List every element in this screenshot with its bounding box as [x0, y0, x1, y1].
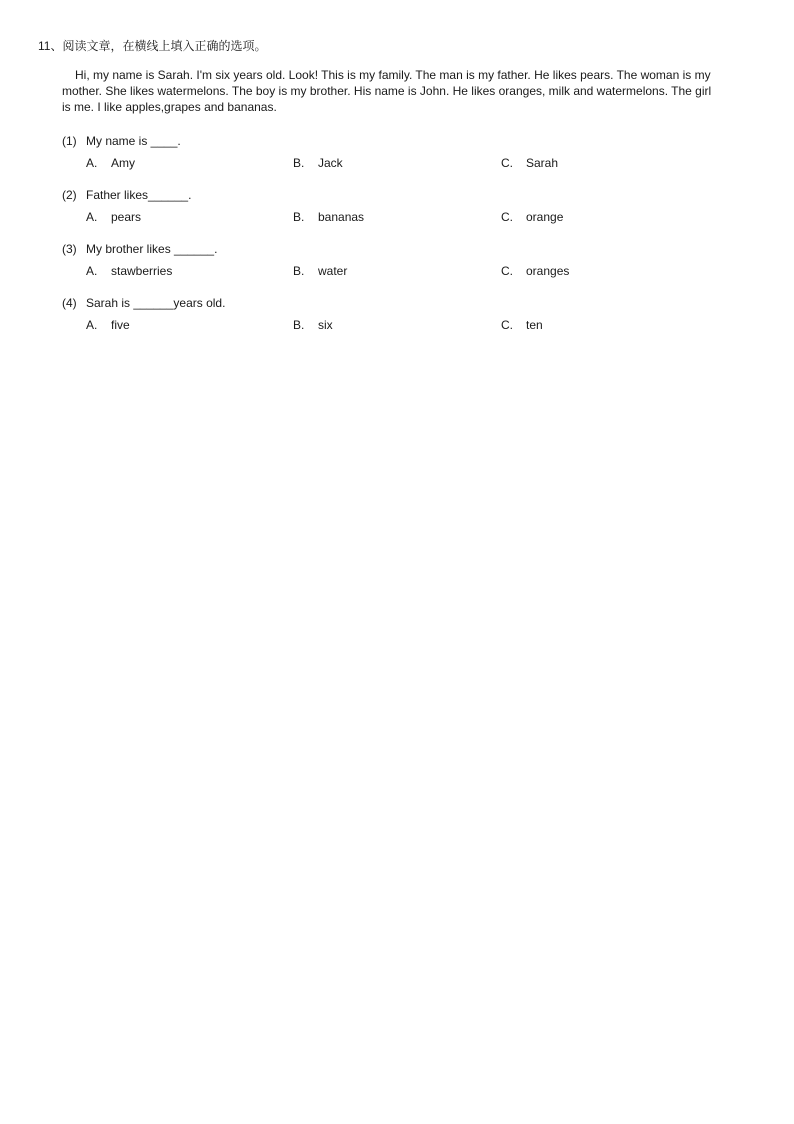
option-text: bananas	[318, 210, 365, 224]
options-row	[62, 155, 702, 171]
option-letter: C.	[501, 210, 513, 224]
option-letter: A.	[86, 318, 98, 332]
option-letter: B.	[293, 210, 305, 224]
option-c[interactable]	[501, 317, 543, 333]
question-text: Sarah is ______years old.	[86, 296, 226, 310]
option-text: orange	[526, 210, 564, 224]
question-number: (2)	[62, 188, 77, 202]
option-b[interactable]	[293, 317, 333, 333]
option-letter: B.	[293, 156, 305, 170]
option-letter: A.	[86, 264, 98, 278]
option-letter: B.	[293, 318, 305, 332]
passage-text: Hi, my name is Sarah. I'm six years old. Look! This is my family. The man is my father. He likes pears. The woman is my mother. She likes watermelons. The boy is my brother. His name is John. He likes oranges, milk and watermelons. The girl is me. I like apples,grapes and bananas.	[62, 68, 712, 114]
option-text: Sarah	[526, 156, 559, 170]
option-letter: C.	[501, 156, 513, 170]
option-text: stawberries	[111, 264, 173, 278]
option-text: Amy	[111, 156, 135, 170]
option-letter: C.	[501, 318, 513, 332]
option-text: Jack	[318, 156, 343, 170]
option-c[interactable]	[501, 155, 558, 171]
question-stem	[62, 295, 702, 311]
option-c[interactable]	[501, 263, 569, 279]
options-row	[62, 317, 702, 333]
sub-question-2	[62, 187, 702, 225]
question-number: (1)	[62, 134, 77, 148]
sub-question-1	[62, 133, 702, 171]
option-letter: B.	[293, 264, 305, 278]
option-b[interactable]	[293, 263, 347, 279]
option-letter: C.	[501, 264, 513, 278]
option-a[interactable]	[86, 209, 141, 225]
option-b[interactable]	[293, 209, 364, 225]
question-text: My brother likes ______.	[86, 242, 218, 256]
reading-passage	[62, 67, 722, 115]
option-text: water	[318, 264, 348, 278]
question-text: Father likes______.	[86, 188, 192, 202]
question-stem	[62, 241, 702, 257]
option-text: six	[318, 318, 333, 332]
options-row	[62, 209, 702, 225]
option-text: pears	[111, 210, 142, 224]
option-a[interactable]	[86, 155, 135, 171]
option-letter: A.	[86, 210, 98, 224]
option-text: five	[111, 318, 130, 332]
question-number: (4)	[62, 296, 77, 310]
option-letter: A.	[86, 156, 98, 170]
option-a[interactable]	[86, 317, 130, 333]
option-b[interactable]	[293, 155, 343, 171]
sub-question-3	[62, 241, 702, 279]
option-a[interactable]	[86, 263, 172, 279]
question-header: 11、阅读文章，在横线上填入正确的选项。	[38, 39, 267, 53]
question-number: (3)	[62, 242, 77, 256]
option-c[interactable]	[501, 209, 563, 225]
question-stem	[62, 133, 702, 149]
options-row	[62, 263, 702, 279]
question-stem	[62, 187, 702, 203]
option-text: oranges	[526, 264, 570, 278]
question-text: My name is ____.	[86, 134, 181, 148]
option-text: ten	[526, 318, 543, 332]
sub-question-4	[62, 295, 702, 333]
